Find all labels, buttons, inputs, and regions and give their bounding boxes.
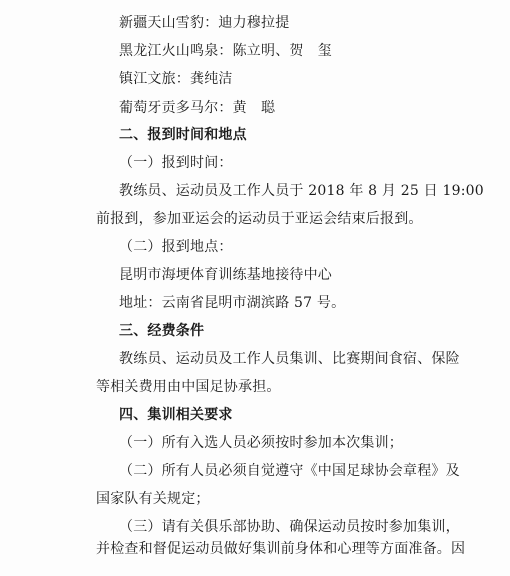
section-heading: 三、经费条件	[119, 323, 205, 339]
paragraph-line: 前报到，参加亚运会的运动员于亚运会结束后报到。	[96, 211, 423, 227]
roster-names: 龚纯洁	[190, 71, 233, 87]
roster-team: 新疆天山雪豹：	[119, 15, 219, 31]
paragraph-line: 教练员、运动员及工作人员于 2018 年 8 月 25 日 19:00	[119, 183, 484, 199]
roster-team: 镇江文旅：	[119, 71, 190, 87]
roster-names: 陈立明、贺 玺	[232, 43, 333, 59]
subsection-heading: （二）报到地点：	[119, 239, 233, 255]
roster-line-1	[119, 14, 289, 32]
paragraph-line: 昆明市海埂体育训练基地接待中心	[119, 267, 332, 283]
section-heading: 二、报到时间和地点	[119, 127, 247, 143]
paragraph-line: （三）请有关俱乐部协助、确保运动员按时参加集训，	[119, 519, 460, 535]
paragraph-line: 地址：云南省昆明市湖滨路 57 号。	[119, 295, 346, 311]
roster-team: 葡萄牙贡多马尔：	[119, 100, 233, 116]
paragraph-line: （二）所有人员必须自觉遵守《中国足球协会章程》及	[119, 463, 460, 479]
paragraph-line: 国家队有关规定；	[96, 491, 210, 507]
roster-names: 黄 聪	[232, 100, 276, 116]
roster-line-4	[119, 99, 275, 117]
paragraph-line: 教练员、运动员及工作人员集训、比赛期间食宿、保险	[119, 351, 460, 367]
paragraph-line: 等相关费用由中国足协承担。	[96, 379, 281, 395]
subsection-heading: （一）报到时间：	[119, 155, 233, 171]
roster-line-3	[119, 70, 233, 88]
roster-names: 迪力穆拉提	[218, 15, 290, 31]
roster-line-2	[119, 42, 332, 60]
section-heading: 四、集训相关要求	[119, 407, 233, 423]
paragraph-line: 并检查和督促运动员做好集训前身体和心理等方面准备。因	[96, 541, 466, 557]
paragraph-line: （一）所有入选人员必须按时参加本次集训；	[119, 435, 403, 451]
roster-team: 黑龙江火山鸣泉：	[119, 43, 233, 59]
